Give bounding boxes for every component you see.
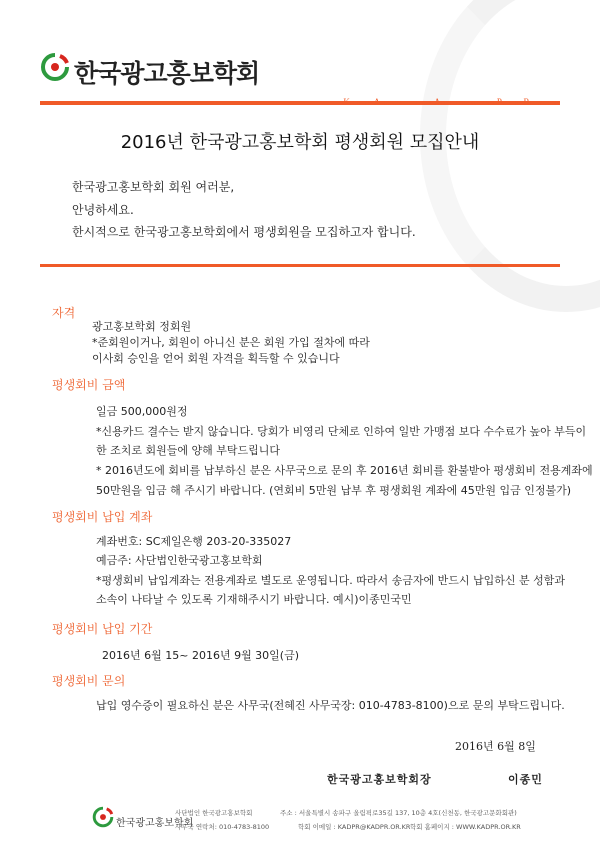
page-title: 2016년 한국광고홍보학회 평생회원 모집안내 [120, 132, 480, 153]
footer-logo-text: 한국광고홍보학회 [116, 818, 194, 829]
qualification-line: 광고홍보학회 정회원 [92, 320, 192, 333]
society-english-name: Korean Association for Advertising and Public Relations [343, 97, 560, 107]
society-name-logo: 한국광고홍보학회 [74, 59, 260, 88]
greeting-line: 한국광고홍보학회 회원 여러분, [72, 180, 235, 194]
section-title-inquiry: 평생회비 문의 [52, 674, 126, 688]
footer-phone: 사무국 연락처: 010-4783-8100 [175, 823, 270, 831]
section-title-qualification: 자격 [52, 306, 76, 320]
inquiry-line: 납입 영수증이 필요하신 분은 사무국(전혜진 사무국장: 010-4783-8100)으로 문의 부탁드립니다. [96, 699, 565, 712]
footer-email: 학회 이메일 : KADPR@KADPR.OR.KR [298, 823, 411, 831]
society-logo-icon [40, 52, 70, 82]
footer-logo-icon [92, 806, 114, 828]
account-line: 계좌번호: SC제일은행 203-20-335027 [96, 535, 292, 548]
qualification-line: *준회원이거나, 회원이 아니신 분은 회원 가입 절차에 따라 [92, 336, 370, 349]
footer-address: 주소 : 서울특별시 송파구 올림픽로35길 137, 10층 4호(신천동, 한국광고문화회관) [280, 809, 517, 817]
fee-line: 일금 500,000원정 [96, 405, 188, 418]
qualification-line: 이사회 승인을 얻어 회원 자격을 획득할 수 있습니다 [92, 352, 340, 365]
fee-line: 한 조치로 회원들에 양해 부탁드립니다 [96, 444, 281, 457]
signer-title: 한국광고홍보학회장 [327, 773, 432, 786]
account-line: 소속이 나타날 수 있도록 기재해주시기 바랍니다. 예시)이종민국민 [96, 593, 412, 606]
footer-org: 사단법인 한국광고홍보학회 [175, 809, 253, 817]
section-title-fee: 평생회비 금액 [52, 378, 126, 392]
document-date: 2016년 6월 8일 [455, 740, 536, 753]
fee-line: 50만원을 입금 해 주시기 바랍니다. (연회비 5만원 납부 후 평생회원 계좌에 45만원 입금 인정불가) [96, 484, 572, 497]
greeting-line: 안녕하세요. [72, 203, 134, 217]
section-divider [40, 264, 560, 267]
fee-line: * 2016년도에 회비를 납부하신 분은 사무국으로 문의 후 2016년 회비를 환불받아 평생회비 전용계좌에 [96, 464, 593, 477]
section-title-period: 평생회비 납입 기간 [52, 622, 153, 636]
section-title-account: 평생회비 납입 계좌 [52, 510, 153, 524]
footer-homepage: 학회 홈페이지 : WWW.KADPR.OR.KR [410, 823, 521, 831]
account-line: *평생회비 납입계좌는 전용계좌로 별도로 운영됩니다. 따라서 송금자에 반드시 납입하신 분 성함과 [96, 574, 565, 587]
account-line: 예금주: 사단법인한국광고홍보학회 [96, 554, 263, 567]
greeting-line: 한시적으로 한국광고홍보학회에서 평생회원을 모집하고자 합니다. [72, 225, 416, 239]
fee-line: *신용카드 결수는 받지 않습니다. 당회가 비영리 단체로 인하여 일반 가맹점 보다 수수료가 높아 부득이 [96, 425, 587, 438]
period-line: 2016년 6월 15~ 2016년 9월 30일(금) [102, 649, 300, 662]
signer-name: 이종민 [508, 773, 543, 786]
